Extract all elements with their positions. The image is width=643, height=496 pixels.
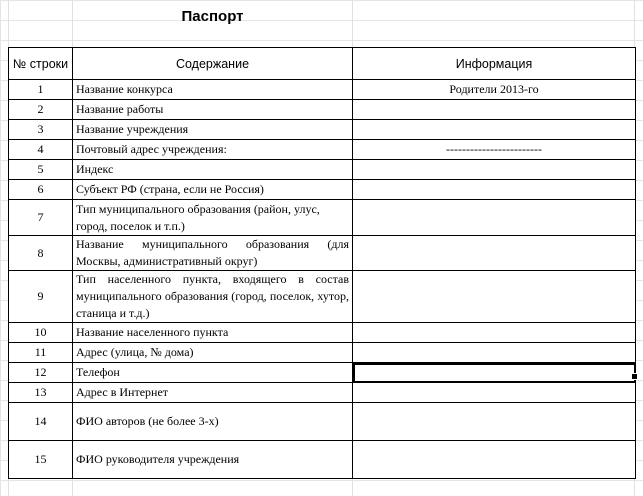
info-cell[interactable] [353,343,636,363]
table-row [9,343,636,363]
info-cell[interactable] [353,383,636,403]
passport-table [8,47,636,479]
content-cell[interactable]: Название конкурса [73,80,353,100]
table-row [9,441,636,479]
row-number-cell[interactable]: 10 [9,323,73,343]
info-cell[interactable] [353,271,636,323]
content-cell[interactable]: Адрес в Интернет [73,383,353,403]
info-cell[interactable] [353,323,636,343]
header-row-number[interactable]: № строки [9,48,73,80]
row-number-cell[interactable]: 15 [9,441,73,479]
selected-info-cell[interactable] [353,363,636,383]
row-number-cell[interactable]: 14 [9,403,73,441]
info-cell[interactable] [353,441,636,479]
info-cell[interactable] [353,236,636,271]
content-cell[interactable]: ФИО авторов (не более 3-х) [73,403,353,441]
info-cell[interactable]: Родители 2013-го [353,80,636,100]
row-number-cell[interactable]: 9 [9,271,73,323]
info-cell[interactable] [353,180,636,200]
content-cell[interactable]: Тип муниципального образования (район, улус, город, поселок и т.п.) [73,200,353,236]
row-number-cell[interactable]: 5 [9,160,73,180]
table-row [9,80,636,100]
table-row [9,200,636,236]
info-cell[interactable] [353,200,636,236]
row-number-cell[interactable]: 4 [9,140,73,160]
row-number-cell[interactable]: 6 [9,180,73,200]
row-number-cell[interactable]: 1 [9,80,73,100]
table-row [9,180,636,200]
table-row [9,363,636,383]
row-number-cell[interactable]: 11 [9,343,73,363]
content-cell[interactable]: Индекс [73,160,353,180]
row-number-cell[interactable]: 7 [9,200,73,236]
content-cell[interactable]: Название муниципального образования (для Москвы, административный округ) [73,236,353,271]
table-row [9,100,636,120]
table-row [9,140,636,160]
content-cell[interactable]: Телефон [73,363,353,383]
content-cell[interactable]: Почтовый адрес учреждения: [73,140,353,160]
content-cell[interactable]: Субъект РФ (страна, если не Россия) [73,180,353,200]
info-cell[interactable] [353,120,636,140]
row-number-cell[interactable]: 13 [9,383,73,403]
info-cell[interactable]: ------------------------ [353,140,636,160]
row-number-cell[interactable]: 8 [9,236,73,271]
content-cell[interactable]: Название учреждения [73,120,353,140]
content-cell[interactable]: ФИО руководителя учреждения [73,441,353,479]
fill-handle[interactable] [631,373,638,380]
info-cell[interactable] [353,100,636,120]
table-row [9,160,636,180]
row-number-cell[interactable]: 3 [9,120,73,140]
content-cell[interactable]: Название работы [73,100,353,120]
table-row [9,403,636,441]
info-cell[interactable] [353,160,636,180]
table-row [9,383,636,403]
row-number-cell[interactable]: 12 [9,363,73,383]
content-cell[interactable]: Адрес (улица, № дома) [73,343,353,363]
info-cell[interactable] [353,403,636,441]
row-number-cell[interactable]: 2 [9,100,73,120]
table-row [9,236,636,271]
content-cell[interactable]: Тип населенного пункта, входящего в состав муниципального образования (город, поселок, хутор, станица и т.д.) [73,271,353,323]
header-content[interactable]: Содержание [73,48,353,80]
table-row [9,323,636,343]
page-title[interactable]: Паспорт [181,8,244,25]
table-row [9,120,636,140]
table-header-row [9,48,636,80]
header-info[interactable]: Информация [353,48,636,80]
table-row [9,271,636,323]
content-cell[interactable]: Название населенного пункта [73,323,353,343]
